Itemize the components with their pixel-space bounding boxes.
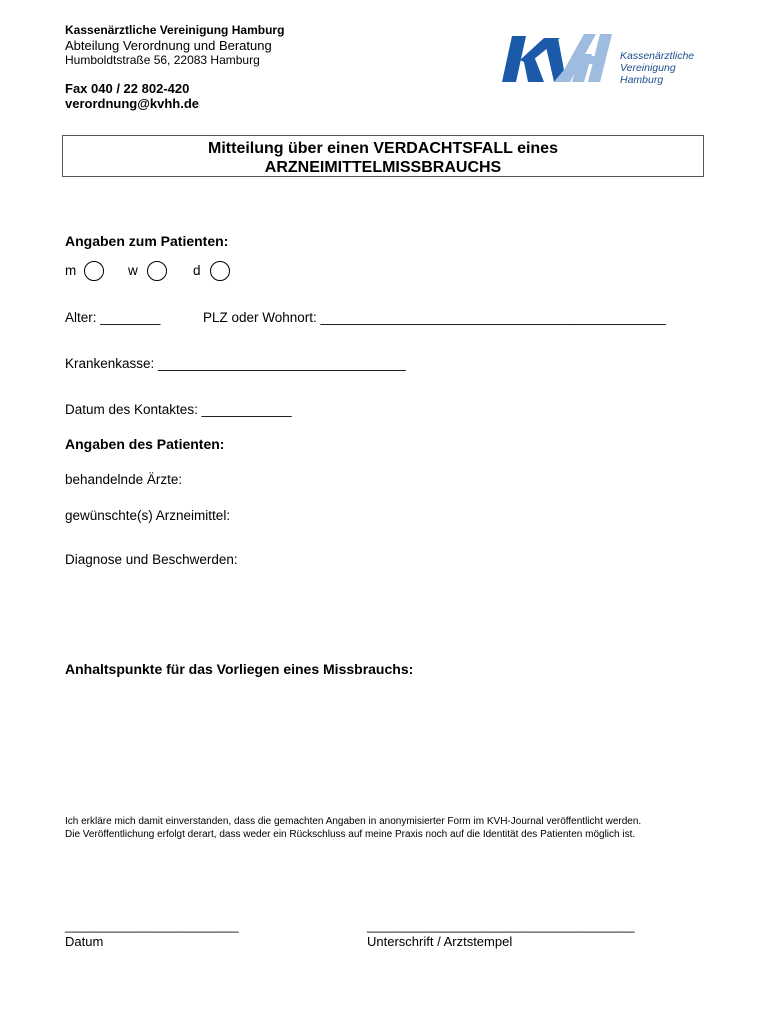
address: Humboldtstraße 56, 22083 Hamburg	[65, 53, 260, 67]
date-signature-line[interactable]: ________________________	[65, 918, 239, 933]
department-name: Abteilung Verordnung und Beratung	[65, 38, 272, 53]
date-label: Datum	[65, 934, 104, 949]
signature-line[interactable]: _____________________________________	[367, 918, 635, 933]
logo-text-line2: Vereinigung	[620, 62, 676, 74]
gender-radio-d[interactable]	[210, 261, 230, 281]
gender-label-w: w	[128, 263, 138, 278]
patient-info-heading: Angaben des Patienten:	[65, 436, 225, 452]
consent-line2: Die Veröffentlichung erfolgt derart, dass weder ein Rückschluss auf meine Praxis noch auf die Identität des Patienten möglich ist.	[65, 829, 636, 840]
signature-label: Unterschrift / Arztstempel	[367, 934, 513, 949]
doctors-label: behandelnde Ärzte:	[65, 472, 183, 487]
logo-text-line1: Kassenärztliche	[620, 50, 695, 62]
gender-radio-w[interactable]	[147, 261, 167, 281]
insurance-field[interactable]: Krankenkasse: _________________________________	[65, 356, 406, 371]
gender-radio-m[interactable]	[84, 261, 104, 281]
form-title-line2: ARZNEIMITTELMISSBRAUCHS	[264, 159, 502, 176]
form-title-box	[62, 135, 704, 177]
logo-text-line3: Hamburg	[620, 74, 664, 86]
kvh-logo	[500, 26, 715, 88]
diagnosis-label: Diagnose und Beschwerden:	[65, 552, 238, 567]
patient-section-heading: Angaben zum Patienten:	[65, 233, 229, 249]
plz-field[interactable]: PLZ oder Wohnort: ______________________________________________	[203, 310, 666, 325]
age-field[interactable]: Alter: ________	[65, 310, 161, 325]
contact-date-field[interactable]: Datum des Kontaktes: ____________	[65, 402, 292, 417]
organization-name: Kassenärztliche Vereinigung Hamburg	[65, 23, 285, 37]
gender-label-m: m	[65, 263, 77, 278]
gender-label-d: d	[193, 263, 201, 278]
abuse-evidence-heading: Anhaltspunkte für das Vorliegen eines Missbrauchs:	[65, 661, 414, 677]
form-title-line1: Mitteilung über einen VERDACHTSFALL eines	[208, 140, 558, 157]
email-address: verordnung@kvhh.de	[65, 96, 200, 111]
fax-number: Fax 040 / 22 802-420	[65, 81, 190, 96]
medication-label: gewünschte(s) Arzneimittel:	[65, 508, 231, 523]
consent-line1: Ich erkläre mich damit einverstanden, dass die gemachten Angaben in anonymisierter Form im KVH-Journal veröffentlicht werden.	[65, 816, 642, 827]
kvh-logo-icon	[500, 26, 620, 88]
